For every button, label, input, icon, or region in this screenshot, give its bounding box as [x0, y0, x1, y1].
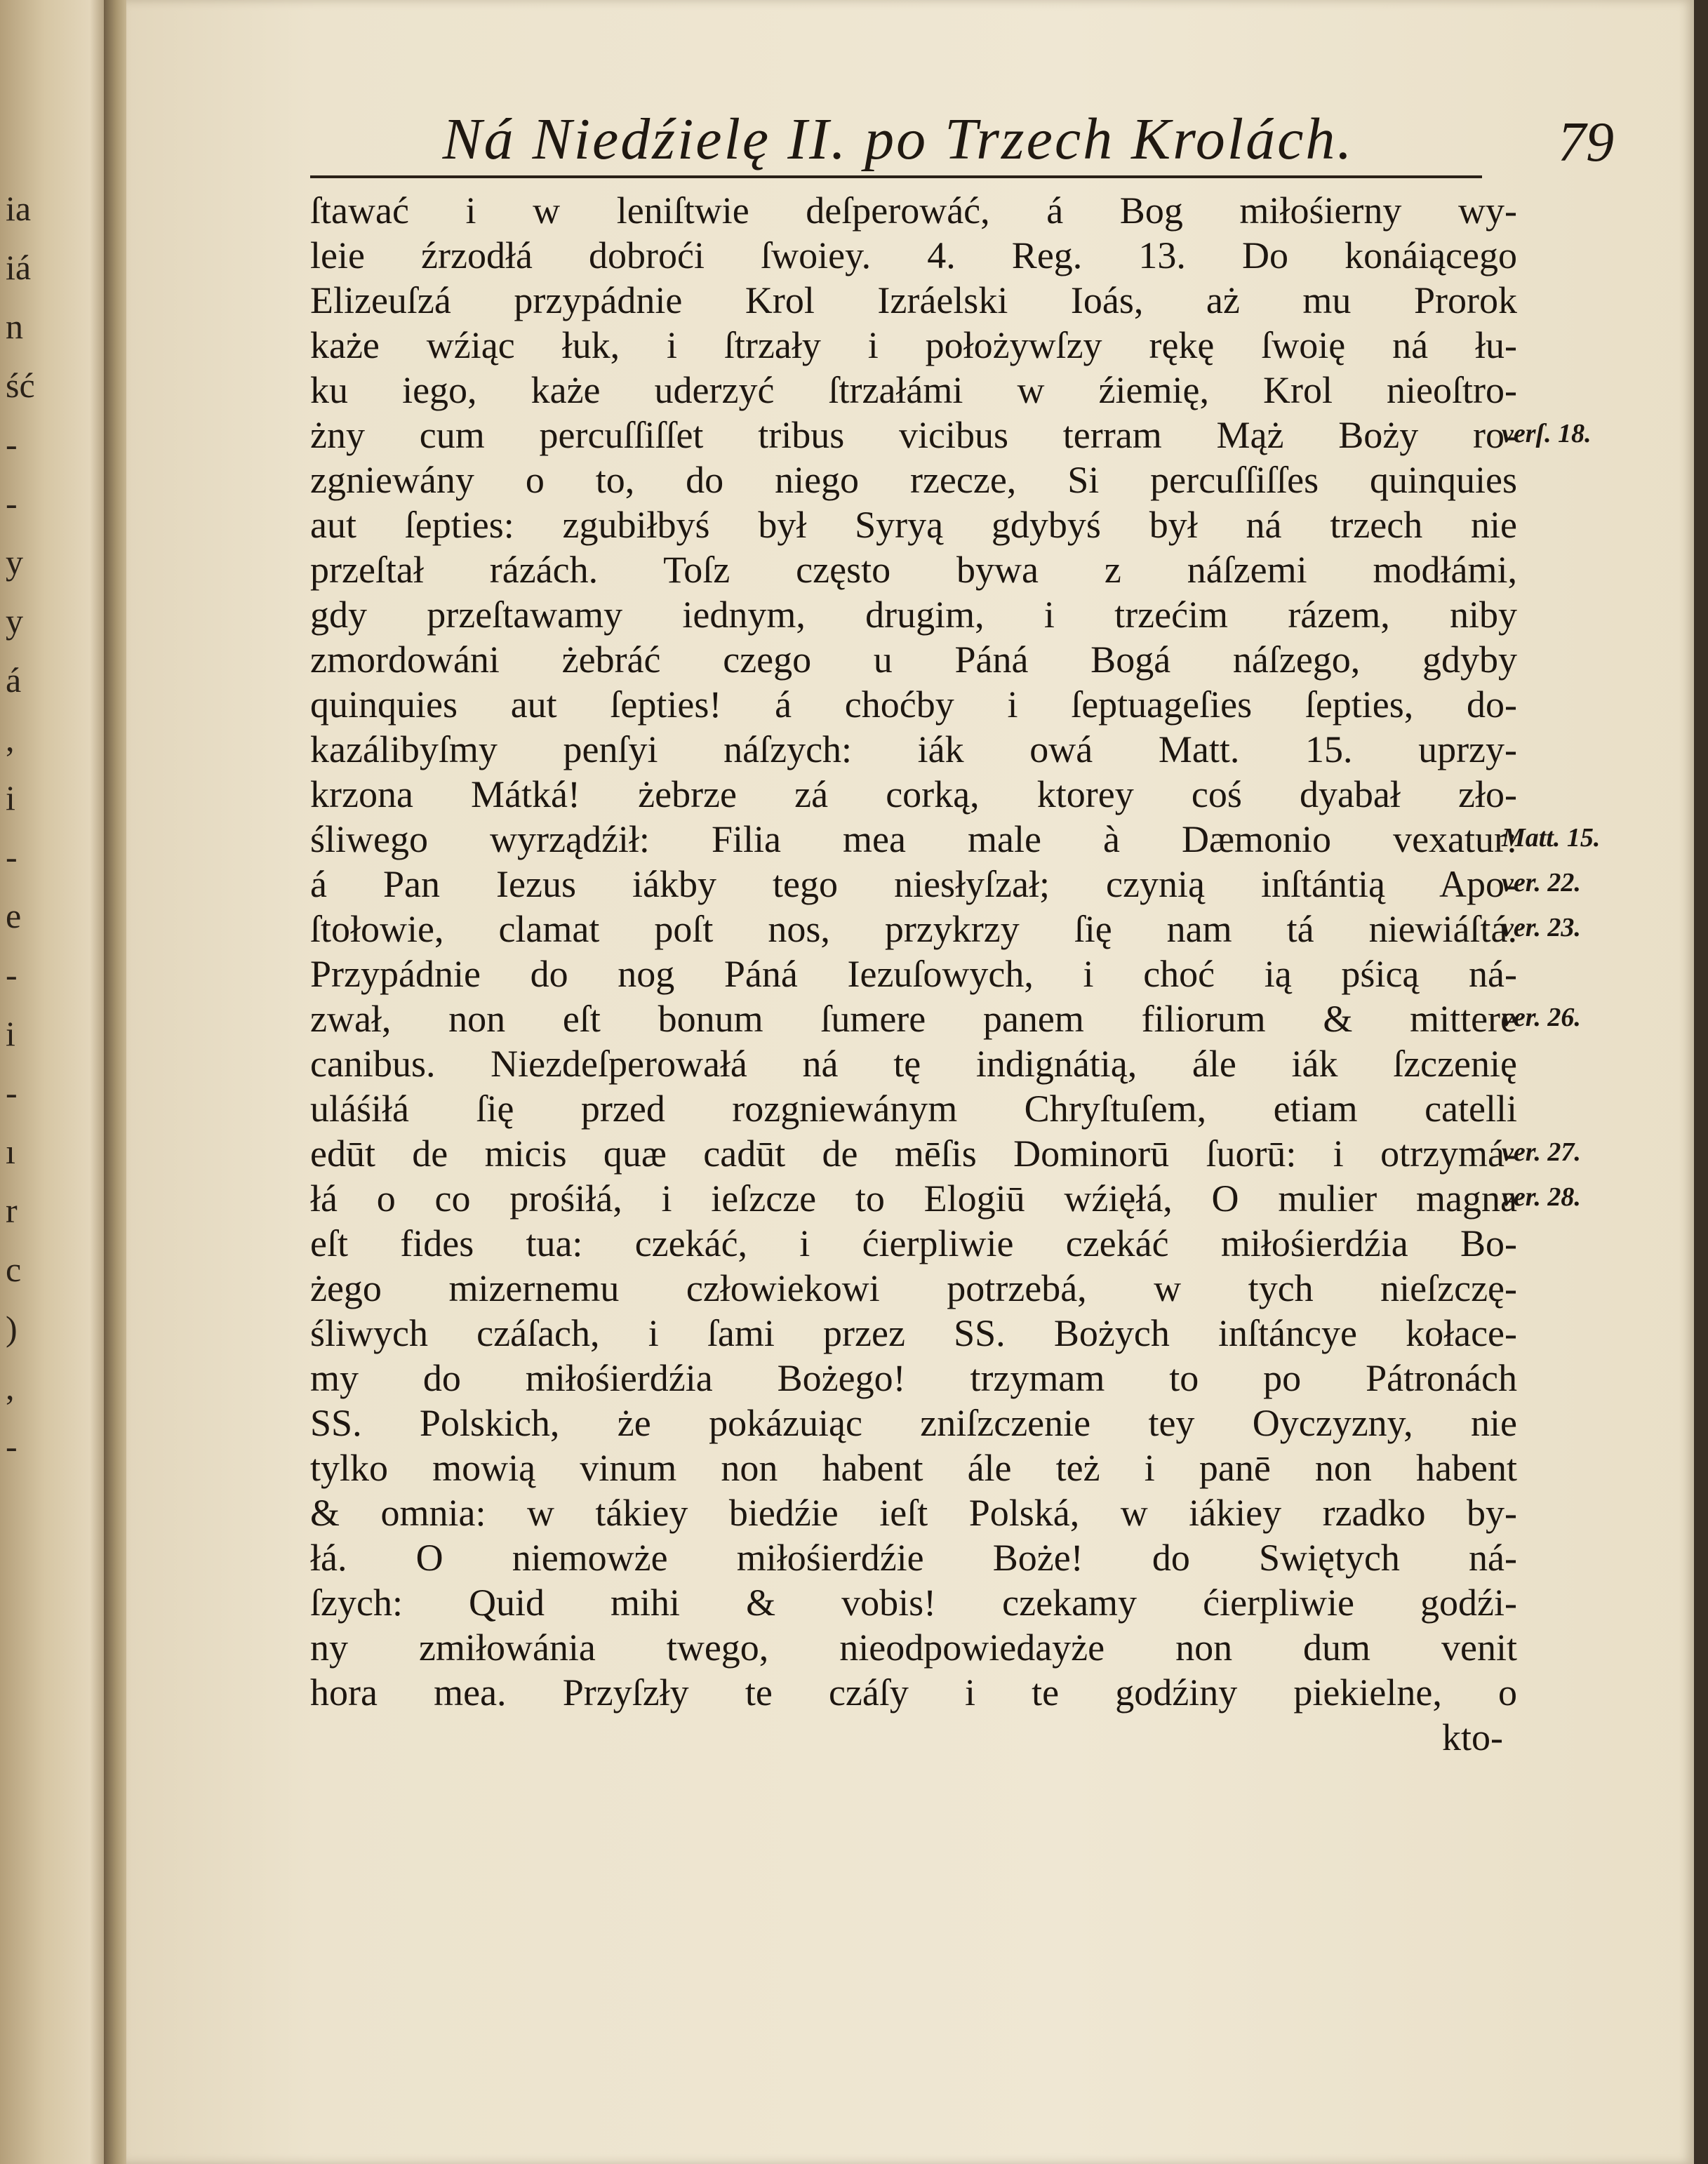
facing-page-fragment: r: [6, 1191, 18, 1230]
margin-reference: ver. 27.: [1502, 1137, 1581, 1167]
margin-reference: ver. 26.: [1502, 1003, 1581, 1032]
text-line: my do miłośierdźia Bożego! trzymam to po Pátronách: [310, 1357, 1517, 1399]
margin-reference: ver. 22.: [1502, 868, 1581, 897]
margin-reference: Matt. 15.: [1502, 823, 1601, 853]
facing-page-edge: [0, 0, 112, 2164]
text-line: śliwych czáſach, i ſami przez SS. Bożych inſtáncye kołace-: [310, 1312, 1517, 1354]
facing-page-fragment: á: [6, 660, 22, 700]
text-line: kto-: [1442, 1716, 1503, 1758]
text-line: á Pan Iezus iákby tego niesłyſzał; czynią inſtántią Apo-: [310, 863, 1517, 905]
text-line: ny zmiłowánia twego, nieodpowiedayże non dum venit: [310, 1627, 1517, 1669]
facing-page-fragment: -: [6, 425, 18, 464]
text-line: żego mizernemu człowiekowi potrzebá, w tych nieſzczę-: [310, 1267, 1517, 1309]
text-line: edūt de micis quæ cadūt de mēſis Dominorū ſuorū: i otrzymá-: [310, 1133, 1517, 1175]
facing-page-fragment: c: [6, 1250, 22, 1289]
facing-page-fragment: -: [6, 837, 18, 876]
text-line: quinquies aut ſepties! á choćby i ſeptuageſies ſepties, do-: [310, 683, 1517, 726]
text-line: ſzych: Quid mihi & vobis! czekamy ćierpliwie godźi-: [310, 1582, 1517, 1624]
facing-page-fragment: -: [6, 483, 18, 523]
facing-page-fragment: -: [6, 955, 18, 994]
text-line: leie źrzodłá dobroći ſwoiey. 4. Reg. 13. Do konáiącego: [310, 234, 1517, 276]
facing-page-fragment: i: [6, 1014, 15, 1053]
margin-reference: ver. 28.: [1502, 1182, 1581, 1212]
text-line: ſtołowie, clamat poſt nos, przykrzy ſię nam tá niewiáſtá.: [310, 908, 1517, 950]
text-line: SS. Polskich, że pokázuiąc zniſzczenie tey Oyczyzny, nie: [310, 1402, 1517, 1444]
facing-page-fragment: ,: [6, 1368, 15, 1407]
body-text: [310, 188, 1517, 1760]
text-line: krzona Mátká! żebrze zá corką, ktorey coś dyabał zło-: [310, 773, 1517, 815]
text-line: uláśiłá ſię przed rozgniewánym Chryſtuſem, etiam catelli: [310, 1088, 1517, 1130]
text-line: Elizeuſzá przypádnie Krol Izráelski Ioás, aż mu Prorok: [310, 279, 1517, 321]
facing-page-fragment: -: [6, 1427, 18, 1466]
text-line: ſtawać i w leniſtwie deſperowáć, á Bog miłośierny wy-: [310, 189, 1517, 232]
facing-page-fragment: y: [6, 542, 23, 582]
facing-page-fragment: -: [6, 1073, 18, 1112]
facing-page-fragment: ,: [6, 719, 15, 759]
text-line: zgniewány o to, do niego rzecze, Si percuſſiſſes quinquies: [310, 459, 1517, 501]
facing-page-fragment: y: [6, 601, 23, 641]
text-line: eſt fides tua: czekáć, i ćierpliwie czekáć miłośierdźia Bo-: [310, 1222, 1517, 1264]
text-line: każe wźiąc łuk, i ſtrzały i położywſzy rękę ſwoię ná łu-: [310, 324, 1517, 366]
text-line: Przypádnie do nog Páná Iezuſowych, i choć ią pśicą ná-: [310, 953, 1517, 995]
text-line: łá o co prośiłá, i ieſzcze to Elogiū wźięłá, O mulier magna: [310, 1177, 1517, 1220]
facing-page-fragment: ia: [6, 189, 32, 228]
text-line: tylko mowią vinum non habent ále też i panē non habent: [310, 1447, 1517, 1489]
facing-page-fragment: iá: [6, 248, 32, 287]
margin-reference: ver. 23.: [1502, 913, 1581, 942]
text-line: śliwego wyrządźił: Filia mea male à Dæmonio vexatur:: [310, 818, 1517, 860]
text-line: kazálibyſmy penſyi náſzych: iák owá Matt. 15. uprzy-: [310, 728, 1517, 770]
text-line: żny cum percuſſiſſet tribus vicibus terram Mąż Boży ro-: [310, 414, 1517, 456]
book-page: [126, 0, 1694, 2164]
header-rule: [310, 175, 1482, 178]
text-line: aut ſepties: zgubiłbyś był Syryą gdybyś był ná trzech nie: [310, 504, 1517, 546]
running-head: Ná Niedźielę II. po Trzech Krolách.: [442, 107, 1354, 172]
facing-page-fragment: e: [6, 896, 22, 935]
book-gutter: [104, 0, 129, 2164]
text-line: łá. O niemowże miłośierdźie Boże! do Swiętych ná-: [310, 1537, 1517, 1579]
facing-page-fragment: ść: [6, 366, 35, 405]
facing-page-fragment: n: [6, 307, 23, 346]
page-number: 79: [1558, 112, 1614, 173]
margin-reference: verſ. 18.: [1502, 419, 1592, 448]
text-line: & omnia: w tákiey biedźie ieſt Polská, w iákiey rzadko by-: [310, 1492, 1517, 1534]
facing-page-fragment: ı: [6, 1132, 15, 1171]
text-line: gdy przeſtawamy iednym, drugim, i trzećim rázem, niby: [310, 594, 1517, 636]
text-line: zmordowáni żebráć czego u Páná Bogá náſzego, gdyby: [310, 639, 1517, 681]
text-line: przeſtał rázách. Toſz często bywa z náſzemi modłámi,: [310, 549, 1517, 591]
text-line: zwał, non eſt bonum ſumere panem filiorum & mittere: [310, 998, 1517, 1040]
facing-page-fragment: i: [6, 778, 15, 817]
facing-page-fragment: ): [6, 1309, 18, 1348]
text-line: ku iego, każe uderzyć ſtrzałámi w źiemię, Krol nieoſtro-: [310, 369, 1517, 411]
text-line: canibus. Niezdeſperowałá ná tę indignátią, ále iák ſzczenię: [310, 1043, 1517, 1085]
text-line: hora mea. Przyſzły te czáſy i te godźiny piekielne, o: [310, 1671, 1517, 1714]
